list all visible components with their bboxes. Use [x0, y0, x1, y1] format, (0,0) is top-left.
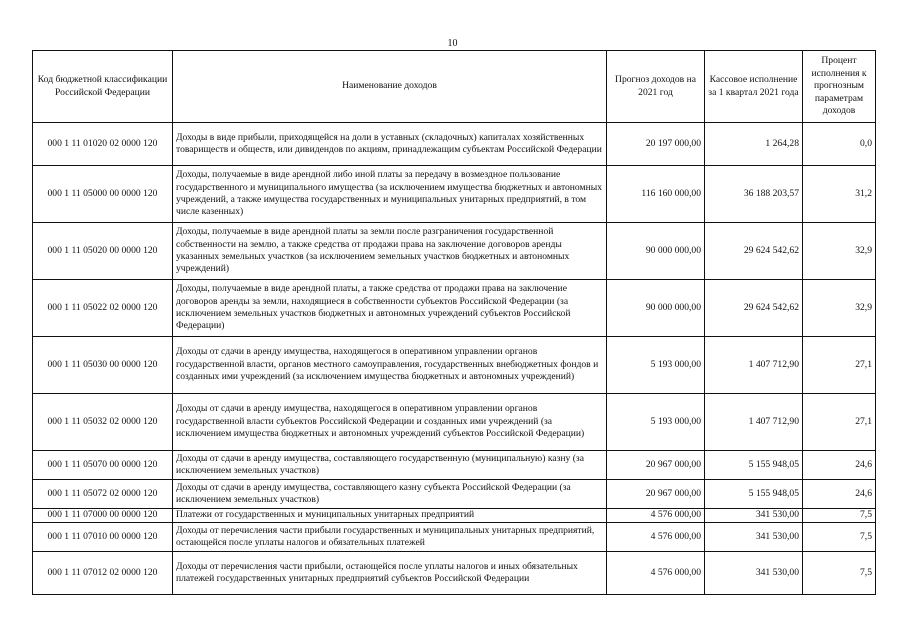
header-name: Наименование доходов: [173, 51, 607, 123]
row-forecast: 20 967 000,00: [607, 480, 705, 509]
row-actual: 36 188 203,57: [705, 166, 803, 223]
row-code: 000 1 11 07000 00 0000 120: [33, 509, 173, 523]
header-actual: Кассовое исполнение за 1 квартал 2021 года: [705, 51, 803, 123]
row-forecast: 90 000 000,00: [607, 223, 705, 280]
row-forecast: 20 967 000,00: [607, 451, 705, 480]
header-code: Код бюджетной классификации Российской Федерации: [33, 51, 173, 123]
row-percent: 27,1: [803, 394, 876, 451]
row-forecast: 20 197 000,00: [607, 123, 705, 166]
row-name: Доходы от перечисления части прибыли, остающейся после уплаты налогов и иных обязательных платежей государственных унитарных предприятий субъектов Российской Федерации: [173, 552, 607, 595]
row-code: 000 1 11 07012 02 0000 120: [33, 552, 173, 595]
table-row: [33, 223, 876, 280]
table-row: [33, 451, 876, 480]
row-code: 000 1 11 05030 00 0000 120: [33, 337, 173, 394]
row-name: Доходы от сдачи в аренду имущества, составляющего государственную (муниципальную) казну (за исключением земельных участков): [173, 451, 607, 480]
row-name: Доходы от сдачи в аренду имущества, находящегося в оперативном управлении органов государственной власти субъектов Российской Федерации и созданных ими учреждений (за исключением имущества бюджетных и автономных учреждений субъектов Российской Федерации): [173, 394, 607, 451]
table-row: [33, 552, 876, 595]
row-actual: 29 624 542,62: [705, 280, 803, 337]
revenue-table: [32, 50, 876, 595]
row-actual: 1 407 712,90: [705, 394, 803, 451]
row-name: Платежи от государственных и муниципальных унитарных предприятий: [173, 509, 607, 523]
row-name: Доходы, получаемые в виде арендной платы за земли после разграничения государственной собственности на землю, а также средства от продажи права на заключение договоров аренды указанных земельных участков (за исключением земельных участков бюджетных и автономных учреждений): [173, 223, 607, 280]
row-actual: 341 530,00: [705, 523, 803, 552]
row-forecast: 4 576 000,00: [607, 509, 705, 523]
row-forecast: 90 000 000,00: [607, 280, 705, 337]
row-name: Доходы в виде прибыли, приходящейся на доли в уставных (складочных) капиталах хозяйственных товариществ и обществ, или дивидендов по акциям, принадлежащим субъектам Российской Федерации: [173, 123, 607, 166]
row-actual: 5 155 948,05: [705, 451, 803, 480]
row-percent: 7,5: [803, 552, 876, 595]
header-forecast: Прогноз доходов на 2021 год: [607, 51, 705, 123]
row-percent: 24,6: [803, 451, 876, 480]
row-percent: 32,9: [803, 280, 876, 337]
row-forecast: 116 160 000,00: [607, 166, 705, 223]
table-row: [33, 280, 876, 337]
row-code: 000 1 11 05032 02 0000 120: [33, 394, 173, 451]
row-name: Доходы от перечисления части прибыли государственных и муниципальных унитарных предприятий, остающейся после уплаты налогов и обязательных платежей: [173, 523, 607, 552]
row-actual: 5 155 948,05: [705, 480, 803, 509]
row-forecast: 4 576 000,00: [607, 523, 705, 552]
row-actual: 1 407 712,90: [705, 337, 803, 394]
page-number: 10: [447, 38, 458, 49]
row-name: Доходы, получаемые в виде арендной либо иной платы за передачу в возмездное пользование государственного и муниципального имущества (за исключением имущества бюджетных и автономных учреждений, а также имущества государственных и муниципальных унитарных предприятий, в том числе казенных): [173, 166, 607, 223]
row-percent: 27,1: [803, 337, 876, 394]
row-code: 000 1 11 05072 02 0000 120: [33, 480, 173, 509]
row-percent: 31,2: [803, 166, 876, 223]
table-row: [33, 166, 876, 223]
row-forecast: 4 576 000,00: [607, 552, 705, 595]
table-row: [33, 509, 876, 523]
row-forecast: 5 193 000,00: [607, 337, 705, 394]
table-row: [33, 123, 876, 166]
row-forecast: 5 193 000,00: [607, 394, 705, 451]
table-header-row: [33, 51, 876, 123]
table-row: [33, 337, 876, 394]
row-name: Доходы от сдачи в аренду имущества, находящегося в оперативном управлении органов государственной власти, органов местного самоуправления, государственных внебюджетных фондов и созданных ими учреждений (за исключением имущества бюджетных и автономных учреждений): [173, 337, 607, 394]
row-name: Доходы от сдачи в аренду имущества, составляющего казну субъекта Российской Федерации (за исключением земельных участков): [173, 480, 607, 509]
table-row: [33, 523, 876, 552]
row-code: 000 1 11 01020 02 0000 120: [33, 123, 173, 166]
row-actual: 29 624 542,62: [705, 223, 803, 280]
row-percent: 24,6: [803, 480, 876, 509]
row-name: Доходы, получаемые в виде арендной платы, а также средства от продажи права на заключение договоров аренды за земли, находящиеся в собственности субъектов Российской Федерации (за исключением земельных участков бюджетных и автономных учреждений субъектов Российской Федерации): [173, 280, 607, 337]
table-row: [33, 480, 876, 509]
row-code: 000 1 11 07010 00 0000 120: [33, 523, 173, 552]
row-code: 000 1 11 05070 00 0000 120: [33, 451, 173, 480]
row-code: 000 1 11 05000 00 0000 120: [33, 166, 173, 223]
row-code: 000 1 11 05022 02 0000 120: [33, 280, 173, 337]
row-percent: 32,9: [803, 223, 876, 280]
header-percent: Процент исполнения к прогнозным параметрам доходов: [803, 51, 876, 123]
row-actual: 341 530,00: [705, 552, 803, 595]
row-actual: 341 530,00: [705, 509, 803, 523]
table-row: [33, 394, 876, 451]
row-code: 000 1 11 05020 00 0000 120: [33, 223, 173, 280]
row-percent: 7,5: [803, 523, 876, 552]
row-percent: 0,0: [803, 123, 876, 166]
row-actual: 1 264,28: [705, 123, 803, 166]
row-percent: 7,5: [803, 509, 876, 523]
